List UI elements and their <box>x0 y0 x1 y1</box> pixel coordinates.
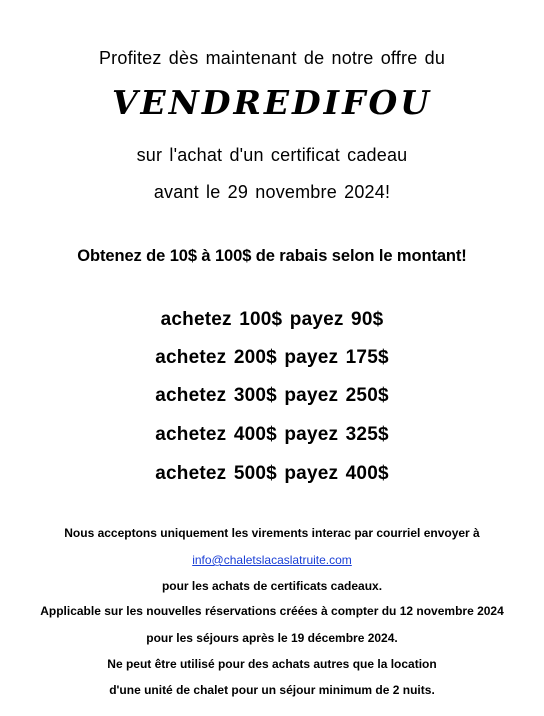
payment-method-note: Nous acceptons uniquement les virements interac par courriel envoyer à <box>64 526 480 540</box>
purpose-note: pour les achats de certificats cadeaux. <box>161 579 383 593</box>
intro-deadline-line: avant le 29 novembre 2024! <box>153 182 391 202</box>
brand-title: VENDREDIFOU <box>111 83 433 122</box>
intro-certificate-line: sur l'achat d'un certificat cadeau <box>136 145 408 165</box>
offer-item-400: achetez 400$ payez 325$ <box>155 424 389 445</box>
restriction-note: Ne peut être utilisé pour des achats autres que la location <box>107 657 437 671</box>
offer-item-500: achetez 500$ payez 400$ <box>155 463 389 484</box>
intro-line: Profitez dès maintenant de notre offre du <box>98 48 446 68</box>
offer-item-100: achetez 100$ payez 90$ <box>160 309 384 330</box>
applicable-note: Applicable sur les nouvelles réservations créées à compter du 12 novembre 2024 <box>40 604 504 618</box>
minimum-stay-note: d'une unité de chalet pour un séjour minimum de 2 nuits. <box>109 683 435 697</box>
email-line <box>0 551 544 569</box>
offer-item-200: achetez 200$ payez 175$ <box>155 347 389 368</box>
stays-note: pour les séjours après le 19 décembre 2024. <box>146 631 398 645</box>
discount-headline: Obtenez de 10$ à 100$ de rabais selon le montant! <box>77 247 467 265</box>
offer-item-300: achetez 300$ payez 250$ <box>155 385 389 406</box>
email-link[interactable]: info@chaletslacaslatruite.com <box>192 553 352 567</box>
